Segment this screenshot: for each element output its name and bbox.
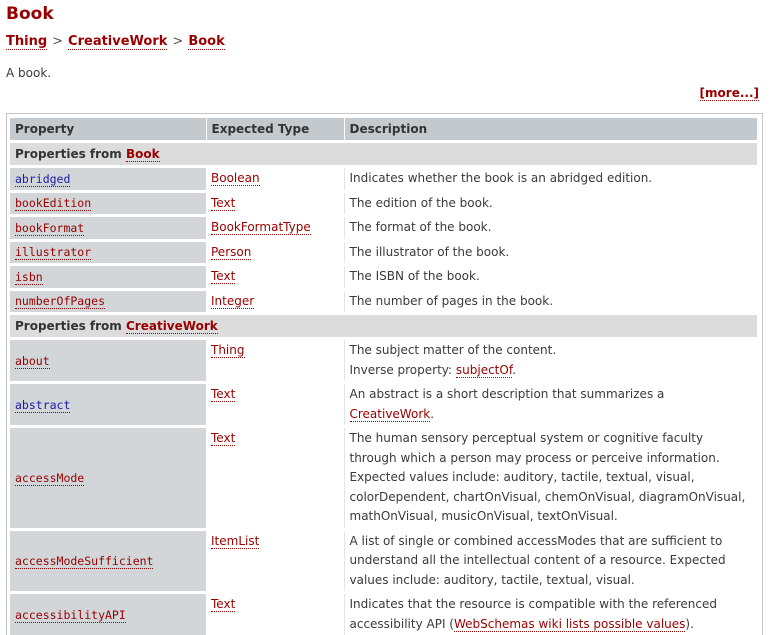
property-link-accessibilityapi[interactable]: accessibilityAPI [15, 607, 126, 622]
property-link-numberofpages[interactable]: numberOfPages [15, 294, 106, 309]
column-header-property: Property [10, 118, 206, 142]
table-row [10, 216, 757, 241]
type-link[interactable]: Text [211, 195, 236, 210]
table-row [10, 529, 757, 593]
type-cell [206, 289, 344, 314]
description-link[interactable]: CreativeWork [349, 406, 431, 421]
section-type-link-creativework[interactable]: CreativeWork [126, 319, 218, 333]
type-cell [206, 383, 344, 427]
type-link[interactable]: Text [211, 597, 236, 611]
property-cell [10, 265, 206, 290]
description-cell: Indicates whether the book is an abridged edition. [344, 167, 757, 192]
column-header-expected-type: Expected Type [206, 118, 344, 142]
table-row [10, 383, 757, 427]
description-cell [344, 383, 757, 427]
description-text: The subject matter of the content. [349, 343, 557, 357]
property-link-abstract[interactable]: abstract [15, 397, 71, 412]
description-cell: The number of pages in the book. [344, 289, 757, 314]
page-title: Book [6, 4, 54, 24]
property-link-about[interactable]: about [15, 353, 50, 368]
description-cell: The format of the book. [344, 216, 757, 241]
property-link-isbn[interactable]: isbn [15, 269, 43, 284]
description-text: An abstract is a short description that summarizes a [349, 387, 665, 401]
type-link[interactable]: Text [211, 269, 236, 283]
type-link[interactable]: Text [211, 387, 236, 401]
more-link-wrap [700, 86, 759, 100]
type-cell [206, 265, 344, 290]
property-cell [10, 593, 206, 635]
section-label-prefix: Properties from [15, 147, 122, 161]
table-row [10, 265, 757, 290]
breadcrumb-thing-link[interactable]: Thing [6, 34, 48, 49]
property-cell [10, 529, 206, 593]
description-end: ). [685, 616, 694, 631]
description-end: . [430, 406, 435, 421]
type-description: A book. [6, 66, 52, 80]
table-row [10, 427, 757, 530]
more-link[interactable]: [more...] [699, 86, 759, 100]
type-link[interactable]: Integer [211, 293, 255, 308]
type-cell [206, 593, 344, 635]
property-cell [10, 191, 206, 216]
inverse-property-end: . [512, 362, 517, 377]
property-link-bookformat[interactable]: bookFormat [15, 220, 85, 235]
breadcrumb-separator: > [52, 34, 64, 49]
type-cell [206, 216, 344, 241]
property-link-illustrator[interactable]: illustrator [15, 245, 92, 260]
type-cell [206, 191, 344, 216]
section-label-prefix: Properties from [15, 319, 122, 333]
description-cell: The human sensory perceptual system or cognitive faculty through which a person may process or perceive information. Expected values include: auditory, tactile, textual, visual, colorDependent, chartOnVisual, chemOnVisual, diagramOnVisual, mathOnVisual, musicOnVisual, textOnVisual. [344, 427, 757, 530]
type-link[interactable]: BookFormatType [211, 220, 311, 234]
property-cell [10, 383, 206, 427]
type-link[interactable]: Thing [211, 343, 245, 357]
inverse-property-label: Inverse property: [349, 362, 453, 377]
breadcrumb-separator: > [172, 34, 184, 49]
description-link[interactable]: WebSchemas wiki lists possible values [454, 616, 686, 631]
property-cell [10, 167, 206, 192]
type-cell [206, 240, 344, 265]
table-header-row [10, 118, 757, 142]
properties-table-container [6, 113, 763, 635]
type-cell [206, 339, 344, 383]
property-cell [10, 216, 206, 241]
section-label [10, 314, 757, 339]
description-cell: The edition of the book. [344, 191, 757, 216]
table-row [10, 289, 757, 314]
table-row [10, 191, 757, 216]
inverse-property-link[interactable]: subjectOf [455, 362, 513, 377]
property-cell [10, 289, 206, 314]
type-cell [206, 427, 344, 530]
table-row [10, 339, 757, 383]
property-cell [10, 339, 206, 383]
property-link-abridged[interactable]: abridged [15, 171, 71, 186]
table-row [10, 167, 757, 192]
description-cell: The illustrator of the book. [344, 240, 757, 265]
type-link[interactable]: Boolean [211, 171, 260, 185]
breadcrumb-creativework-link[interactable]: CreativeWork [68, 34, 168, 49]
property-link-accessmodesufficient[interactable]: accessModeSufficient [15, 553, 154, 568]
section-label [10, 142, 757, 167]
description-cell: The ISBN of the book. [344, 265, 757, 290]
section-header-book [10, 142, 757, 167]
property-link-bookedition[interactable]: bookEdition [15, 196, 92, 211]
type-link[interactable]: Person [211, 244, 252, 259]
type-cell [206, 167, 344, 192]
inverse-property [350, 361, 753, 381]
table-row [10, 240, 757, 265]
description-cell: A list of single or combined accessModes that are sufficient to understand all the intellectual content of a resource. Expected values include: auditory, tactile, textual, visual. [344, 529, 757, 593]
property-link-accessmode[interactable]: accessMode [15, 470, 85, 485]
breadcrumb-book-link[interactable]: Book [188, 34, 225, 49]
column-header-description: Description [344, 118, 757, 142]
section-header-creativework [10, 314, 757, 339]
properties-table [10, 118, 757, 635]
type-link[interactable]: ItemList [211, 533, 260, 548]
description-cell [344, 593, 757, 635]
type-link[interactable]: Text [211, 431, 236, 445]
section-type-link-book[interactable]: Book [126, 147, 160, 161]
description-cell [344, 339, 757, 383]
type-cell [206, 529, 344, 593]
property-cell [10, 427, 206, 530]
property-cell [10, 240, 206, 265]
breadcrumb [6, 34, 225, 49]
table-row [10, 593, 757, 635]
description-text: Indicates that the resource is compatible with the referenced accessibility API ( [349, 597, 717, 631]
